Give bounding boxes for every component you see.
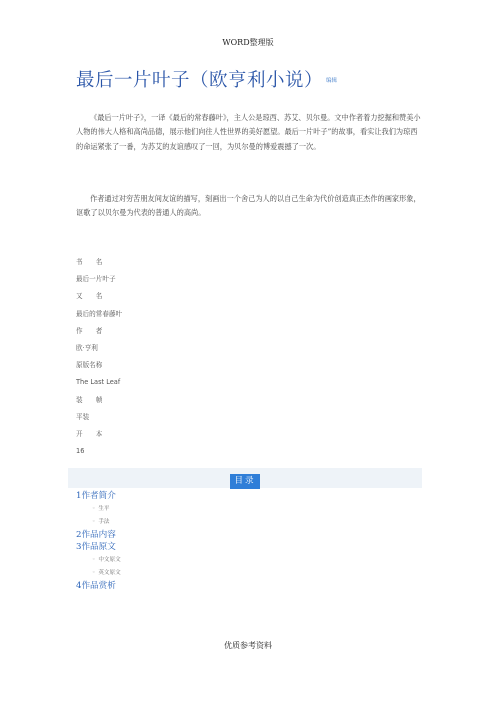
title-row bbox=[76, 66, 436, 92]
toc-item-original-text[interactable]: 3作品原文 bbox=[76, 542, 116, 552]
toc-subitem-chinese-text[interactable]: ◦ 中文原文 bbox=[92, 556, 121, 563]
bullet-icon: ◦ bbox=[92, 505, 96, 512]
toc-title: 目录 bbox=[230, 474, 259, 489]
bullet-icon: ◦ bbox=[92, 556, 96, 563]
info-value-title: 最后一片叶子 bbox=[76, 275, 116, 284]
info-label-format: 开 本 bbox=[76, 429, 103, 438]
toc-item-content[interactable]: 2作品内容 bbox=[76, 529, 116, 540]
info-value-format: 16 bbox=[76, 447, 85, 456]
info-label-author: 作 者 bbox=[76, 326, 103, 335]
edit-link[interactable]: 编辑 bbox=[326, 78, 338, 84]
page-title: 最后一片叶子（欧亨利小说） bbox=[76, 70, 324, 91]
info-label-binding: 装 帧 bbox=[76, 395, 103, 404]
page-footer: 优质参考资料 bbox=[224, 641, 272, 650]
toc-subitem-english-text[interactable]: ◦ 英文原文 bbox=[92, 569, 121, 576]
intro-paragraph: 《最后一片叶子》，一译《最后的常春藤叶》，主人公是琼西、苏艾、贝尔曼。文中作者着力挖掘和赞美小人物的伟大人格和高尚品德，展示他们向往人性世界的美好愿望。最后一片叶子”的故事，看实让我们为琼西的命运紧张了一番，为苏艾的友谊感叹了一回，为贝尔曼的博爱震撼了一次。 bbox=[76, 113, 421, 151]
summary-paragraph: 作者通过对穷苦朋友间友谊的描写，刻画出一个舍己为人的以自己生命为代价创造真正杰作的画家形象，讴歌了以贝尔曼为代表的普通人的高尚。 bbox=[76, 194, 421, 218]
toc-header-bar bbox=[68, 468, 422, 488]
toc-item-appreciation[interactable]: 4作品赏析 bbox=[76, 580, 116, 591]
bullet-icon: ◦ bbox=[92, 518, 96, 525]
toc-list bbox=[76, 490, 376, 592]
toc-subitem-life[interactable]: ◦ 生平 bbox=[92, 505, 110, 512]
toc-subitem-technique[interactable]: ◦ 手法 bbox=[92, 518, 110, 525]
info-box bbox=[76, 254, 376, 460]
bullet-icon: ◦ bbox=[92, 569, 96, 576]
info-label-title: 书 名 bbox=[76, 258, 103, 266]
info-label-original: 原版名称 bbox=[76, 361, 103, 370]
info-label-alias: 又 名 bbox=[76, 292, 103, 301]
info-value-binding: 平装 bbox=[76, 412, 90, 421]
info-value-author[interactable]: 欧·亨利 bbox=[76, 343, 98, 352]
page-header: WORD整理版 bbox=[222, 38, 274, 47]
info-value-original: The Last Leaf bbox=[76, 378, 121, 387]
toc-item-author-bio[interactable]: 1作者简介 bbox=[76, 491, 116, 501]
info-value-alias: 最后的常春藤叶 bbox=[76, 309, 123, 318]
